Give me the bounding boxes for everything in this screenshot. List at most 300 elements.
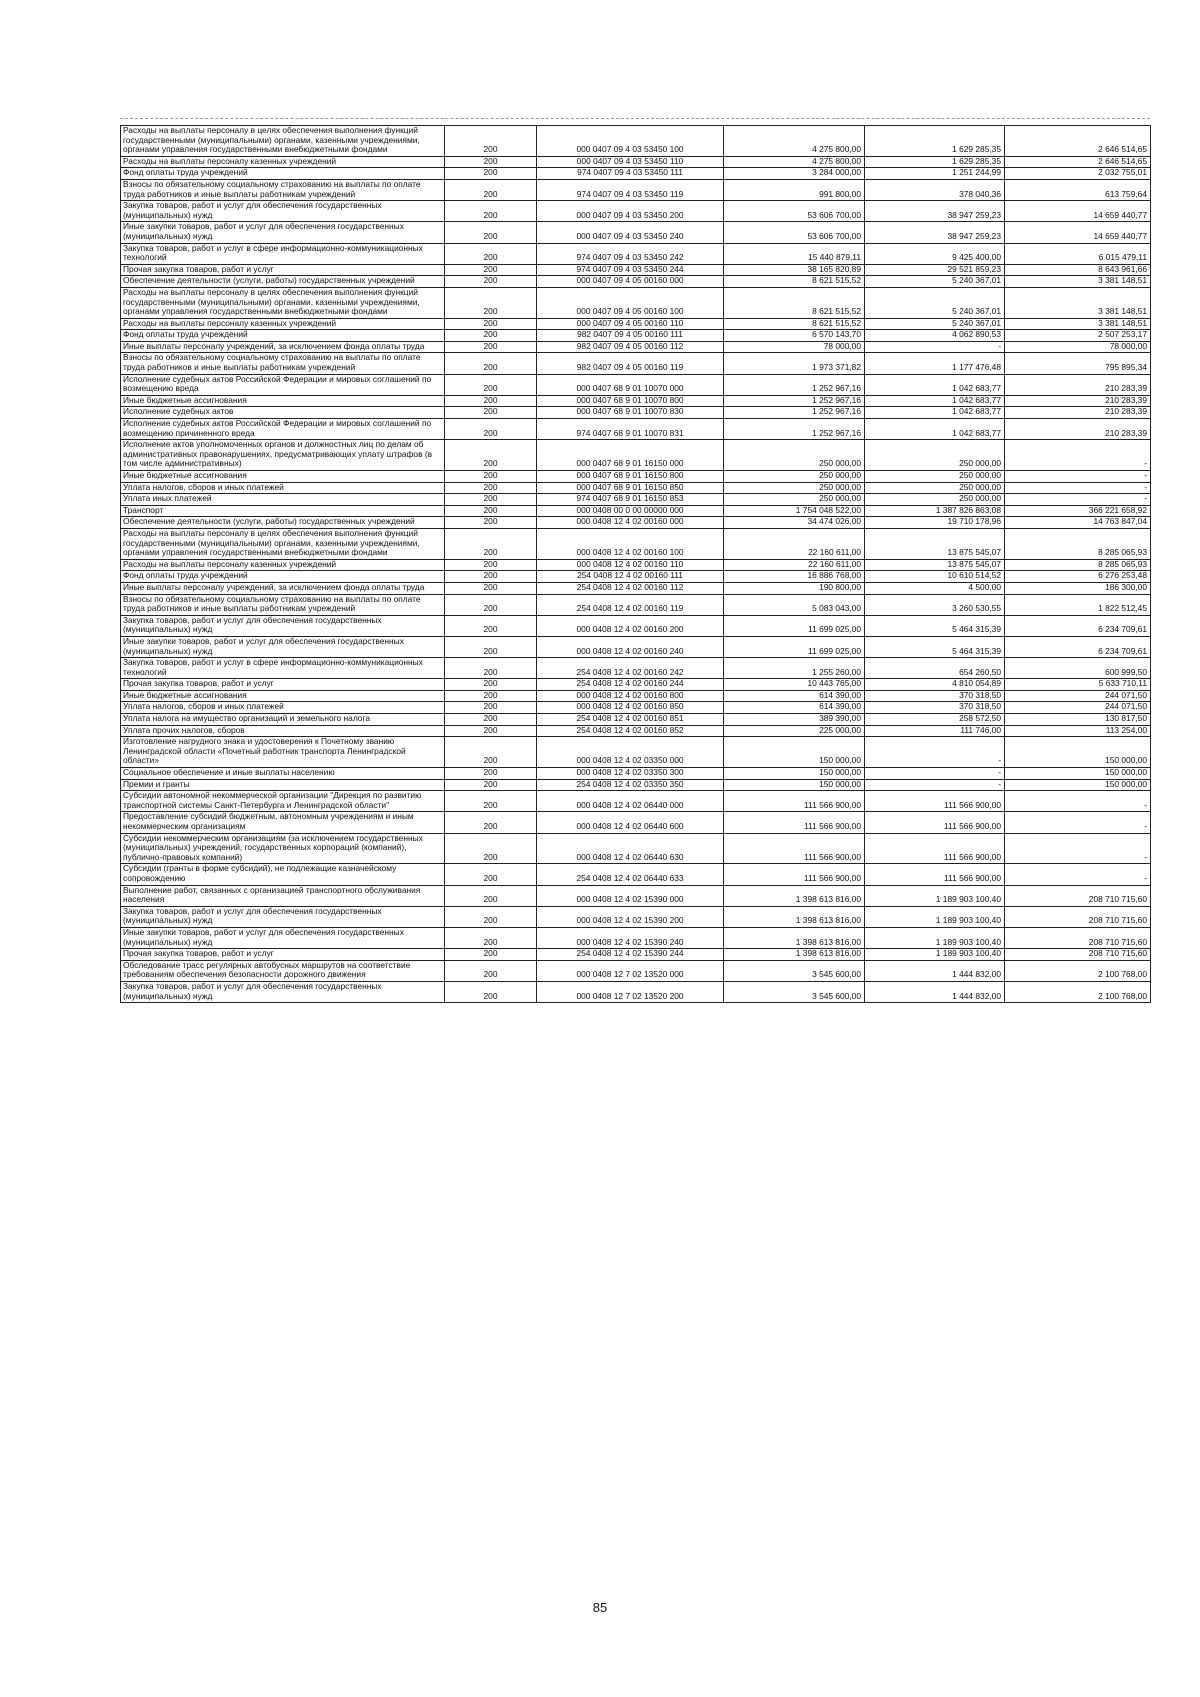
cell-cls: 254 0408 12 4 02 15390 244	[537, 949, 724, 961]
cell-code: 200	[445, 318, 537, 330]
cell-approved: 6 570 143,70	[724, 330, 865, 342]
table-row	[121, 287, 1151, 318]
cell-cls: 000 0407 68 9 01 16150 850	[537, 482, 724, 494]
cell-cls: 254 0408 12 4 02 00160 111	[537, 571, 724, 583]
table-row	[121, 960, 1151, 981]
cell-cls: 000 0407 68 9 01 16150 000	[537, 440, 724, 471]
table-row	[121, 505, 1151, 517]
cell-remaining: -	[1005, 482, 1151, 494]
cell-name: Исполнение судебных актов	[121, 407, 445, 419]
cell-executed: 5 240 367,01	[865, 276, 1005, 288]
cell-remaining: 244 071,50	[1005, 702, 1151, 714]
cell-executed: -	[865, 737, 1005, 768]
cell-code: 200	[445, 353, 537, 374]
table-row	[121, 276, 1151, 288]
cell-approved: 1 398 613 816,00	[724, 949, 865, 961]
cell-cls: 000 0407 09 4 03 53450 200	[537, 201, 724, 222]
cell-code: 200	[445, 156, 537, 168]
cell-name: Взносы по обязательному социальному страхованию на выплаты по оплате труда работников и иные выплаты работникам учреждений	[121, 353, 445, 374]
cell-name: Обеспечение деятельности (услуги, работы) государственных учреждений	[121, 276, 445, 288]
cell-name: Закупка товаров, работ и услуг для обеспечения государственных (муниципальных) нужд	[121, 981, 445, 1002]
cell-remaining: -	[1005, 494, 1151, 506]
table-row	[121, 168, 1151, 180]
cell-approved: 16 886 768,00	[724, 571, 865, 583]
cell-remaining: 210 283,39	[1005, 407, 1151, 419]
cell-code: 200	[445, 395, 537, 407]
cell-executed: 1 189 903 100,40	[865, 949, 1005, 961]
cell-approved: 53 606 700,00	[724, 222, 865, 243]
cell-code: 200	[445, 168, 537, 180]
table-row	[121, 571, 1151, 583]
table-row	[121, 179, 1151, 200]
cell-executed: 4 062 890,53	[865, 330, 1005, 342]
cell-cls: 254 0408 12 4 02 03350 350	[537, 779, 724, 791]
cell-name: Иные бюджетные ассигнования	[121, 471, 445, 483]
table-row	[121, 690, 1151, 702]
cell-name: Субсидии автономной некоммерческой организации "Дирекция по развитию транспортной системы Санкт-Петербурга и Ленинградской области"	[121, 791, 445, 812]
cell-cls: 000 0408 12 4 02 15390 200	[537, 906, 724, 927]
cell-executed: 250 000,00	[865, 482, 1005, 494]
cell-code: 200	[445, 636, 537, 657]
table-row	[121, 126, 1151, 157]
cell-approved: 111 566 900,00	[724, 812, 865, 833]
cell-executed: 10 610 514,52	[865, 571, 1005, 583]
cell-name: Фонд оплаты труда учреждений	[121, 330, 445, 342]
cell-code: 200	[445, 791, 537, 812]
cell-code: 200	[445, 505, 537, 517]
table-row	[121, 353, 1151, 374]
cell-executed: 378 040,36	[865, 179, 1005, 200]
cell-executed: 13 875 545,07	[865, 559, 1005, 571]
cell-code: 200	[445, 927, 537, 948]
cell-name: Обеспечение деятельности (услуги, работы) государственных учреждений	[121, 517, 445, 529]
cell-approved: 11 699 025,00	[724, 636, 865, 657]
cell-cls: 254 0408 12 4 02 00160 112	[537, 582, 724, 594]
table-row	[121, 201, 1151, 222]
cell-executed: 250 000,00	[865, 494, 1005, 506]
cell-approved: 111 566 900,00	[724, 791, 865, 812]
table-row	[121, 330, 1151, 342]
cell-executed: 1 189 903 100,40	[865, 885, 1005, 906]
cell-code: 200	[445, 779, 537, 791]
cell-code: 200	[445, 981, 537, 1002]
table-row	[121, 528, 1151, 559]
cell-approved: 150 000,00	[724, 768, 865, 780]
cell-approved: 111 566 900,00	[724, 833, 865, 864]
cell-remaining: 150 000,00	[1005, 768, 1151, 780]
cell-approved: 8 621 515,52	[724, 318, 865, 330]
table-row	[121, 517, 1151, 529]
cell-name: Уплата налогов, сборов и иных платежей	[121, 482, 445, 494]
table-row	[121, 768, 1151, 780]
table-row	[121, 725, 1151, 737]
table-row	[121, 714, 1151, 726]
cell-name: Закупка товаров, работ и услуг для обеспечения государственных (муниципальных) нужд	[121, 906, 445, 927]
cell-executed: 19 710 178,96	[865, 517, 1005, 529]
table-row	[121, 243, 1151, 264]
cell-remaining: 2 646 514,65	[1005, 156, 1151, 168]
cell-code: 200	[445, 702, 537, 714]
cell-approved: 1 973 371,82	[724, 353, 865, 374]
cell-approved: 5 083 043,00	[724, 594, 865, 615]
cell-cls: 254 0408 12 4 02 00160 852	[537, 725, 724, 737]
cell-code: 200	[445, 885, 537, 906]
cell-cls: 000 0408 12 4 02 15390 000	[537, 885, 724, 906]
cell-code: 200	[445, 833, 537, 864]
cell-code: 200	[445, 559, 537, 571]
cell-code: 200	[445, 690, 537, 702]
table-row	[121, 341, 1151, 353]
table-row	[121, 702, 1151, 714]
cell-remaining: 208 710 715,60	[1005, 949, 1151, 961]
cell-approved: 10 443 765,00	[724, 679, 865, 691]
table-row	[121, 395, 1151, 407]
cell-name: Транспорт	[121, 505, 445, 517]
cell-approved: 3 545 600,00	[724, 960, 865, 981]
table-row	[121, 981, 1151, 1002]
cell-executed: 1 444 832,00	[865, 981, 1005, 1002]
cell-cls: 000 0408 12 4 02 00160 100	[537, 528, 724, 559]
cell-name: Иные бюджетные ассигнования	[121, 395, 445, 407]
cell-approved: 389 390,00	[724, 714, 865, 726]
cell-code: 200	[445, 571, 537, 583]
cell-executed: 1 042 683,77	[865, 395, 1005, 407]
cell-code: 200	[445, 658, 537, 679]
cell-executed: 1 042 683,77	[865, 374, 1005, 395]
table-row	[121, 615, 1151, 636]
cell-approved: 225 000,00	[724, 725, 865, 737]
cell-code: 200	[445, 374, 537, 395]
table-row	[121, 864, 1151, 885]
cell-remaining: 186 300,00	[1005, 582, 1151, 594]
cell-remaining: 113 254,00	[1005, 725, 1151, 737]
cell-cls: 000 0407 68 9 01 10070 800	[537, 395, 724, 407]
cell-approved: 22 160 611,00	[724, 528, 865, 559]
table-row	[121, 906, 1151, 927]
cell-cls: 000 0408 00 0 00 00000 000	[537, 505, 724, 517]
cell-approved: 1 398 613 816,00	[724, 885, 865, 906]
cell-cls: 254 0408 12 4 02 06440 633	[537, 864, 724, 885]
cell-approved: 11 699 025,00	[724, 615, 865, 636]
cell-remaining: 14 659 440,77	[1005, 201, 1151, 222]
cell-approved: 111 566 900,00	[724, 864, 865, 885]
cell-approved: 1 754 048 522,00	[724, 505, 865, 517]
cell-code: 200	[445, 517, 537, 529]
cell-name: Исполнение актов уполномоченных органов и должностных лиц по делам об административных правонарушениях, предусматривающих уплату штрафов (в том числе административных)	[121, 440, 445, 471]
cell-executed: 370 318,50	[865, 702, 1005, 714]
cell-executed: 654 260,50	[865, 658, 1005, 679]
cell-name: Обследование трасс регулярных автобусных маршрутов на соответствие требованиям обеспечения безопасности дорожного движения	[121, 960, 445, 981]
cell-approved: 38 165 820,89	[724, 264, 865, 276]
cell-executed: 5 464 315,39	[865, 636, 1005, 657]
cell-cls: 974 0407 68 9 01 16150 853	[537, 494, 724, 506]
table-row	[121, 949, 1151, 961]
cell-executed: 1 042 683,77	[865, 419, 1005, 440]
cell-name: Премии и гранты	[121, 779, 445, 791]
cell-cls: 982 0407 09 4 05 00160 111	[537, 330, 724, 342]
cell-name: Уплата иных платежей	[121, 494, 445, 506]
cell-name: Расходы на выплаты персоналу в целях обеспечения выполнения функций государственными (муниципальными) органами, казенными учреждениями, органами управления государственными внебюджетными фондами	[121, 126, 445, 157]
cell-remaining: 2 100 768,00	[1005, 981, 1151, 1002]
table-row	[121, 156, 1151, 168]
cell-cls: 254 0408 12 4 02 00160 244	[537, 679, 724, 691]
cell-remaining: 613 759,64	[1005, 179, 1151, 200]
cell-remaining: 2 032 755,01	[1005, 168, 1151, 180]
cell-name: Закупка товаров, работ и услуг для обеспечения государственных (муниципальных) нужд	[121, 201, 445, 222]
table-row	[121, 791, 1151, 812]
cell-approved: 250 000,00	[724, 482, 865, 494]
cell-executed: 111 566 900,00	[865, 791, 1005, 812]
cell-cls: 000 0408 12 4 02 00160 110	[537, 559, 724, 571]
table-row	[121, 494, 1151, 506]
table-row	[121, 636, 1151, 657]
cell-cls: 000 0408 12 4 02 03350 300	[537, 768, 724, 780]
cell-cls: 000 0408 12 4 02 06440 000	[537, 791, 724, 812]
cell-remaining: 150 000,00	[1005, 737, 1151, 768]
cell-name: Закупка товаров, работ и услуг для обеспечения государственных (муниципальных) нужд	[121, 615, 445, 636]
budget-execution-table	[120, 125, 1151, 1003]
cell-name: Иные бюджетные ассигнования	[121, 690, 445, 702]
cell-name: Расходы на выплаты персоналу казенных учреждений	[121, 559, 445, 571]
cell-executed: 1 177 476,48	[865, 353, 1005, 374]
cell-remaining: 2 507 253,17	[1005, 330, 1151, 342]
cell-approved: 1 252 967,16	[724, 374, 865, 395]
table-row	[121, 812, 1151, 833]
cell-remaining: 2 100 768,00	[1005, 960, 1151, 981]
cell-cls: 000 0407 09 4 05 00160 000	[537, 276, 724, 288]
cell-approved: 1 255 260,00	[724, 658, 865, 679]
cell-cls: 254 0408 12 4 02 00160 851	[537, 714, 724, 726]
cell-approved: 53 606 700,00	[724, 201, 865, 222]
table-row	[121, 264, 1151, 276]
cell-name: Выполнение работ, связанных с организацией транспортного обслуживания населения	[121, 885, 445, 906]
cell-name: Фонд оплаты труда учреждений	[121, 571, 445, 583]
cell-name: Субсидии некоммерческим организациям (за исключением государственных (муниципальных) учреждений, государственных корпораций (компаний), публично-правовых компаний)	[121, 833, 445, 864]
cell-cls: 000 0408 12 4 02 03350 000	[537, 737, 724, 768]
cell-cls: 000 0408 12 4 02 00160 240	[537, 636, 724, 657]
table-row	[121, 374, 1151, 395]
cell-remaining: 8 285 065,93	[1005, 528, 1151, 559]
cell-remaining: 244 071,50	[1005, 690, 1151, 702]
cell-cls: 254 0408 12 4 02 00160 119	[537, 594, 724, 615]
table-row	[121, 779, 1151, 791]
cell-remaining: 3 381 148,51	[1005, 287, 1151, 318]
cell-approved: 1 252 967,16	[724, 407, 865, 419]
cell-executed: 5 464 315,39	[865, 615, 1005, 636]
cell-executed: 1 629 285,35	[865, 126, 1005, 157]
cell-cls: 000 0408 12 4 02 00160 850	[537, 702, 724, 714]
cell-executed: 1 444 832,00	[865, 960, 1005, 981]
cell-cls: 974 0407 09 4 03 53450 244	[537, 264, 724, 276]
cell-approved: 78 000,00	[724, 341, 865, 353]
table-row	[121, 658, 1151, 679]
page-number: 85	[592, 1600, 608, 1615]
cell-approved: 3 545 600,00	[724, 981, 865, 1002]
cell-remaining: -	[1005, 471, 1151, 483]
cell-name: Иные выплаты персоналу учреждений, за исключением фонда оплаты труда	[121, 582, 445, 594]
cell-approved: 15 440 879,11	[724, 243, 865, 264]
cell-approved: 34 474 026,00	[724, 517, 865, 529]
cell-remaining: -	[1005, 864, 1151, 885]
cell-name: Закупка товаров, работ и услуг в сфере информационно-коммуникационных технологий	[121, 658, 445, 679]
cell-executed: 111 566 900,00	[865, 833, 1005, 864]
cell-executed: 1 042 683,77	[865, 407, 1005, 419]
cell-remaining: 600 999,50	[1005, 658, 1151, 679]
cell-code: 200	[445, 407, 537, 419]
table-row	[121, 885, 1151, 906]
cell-cls: 974 0407 68 9 01 10070 831	[537, 419, 724, 440]
cell-cls: 982 0407 09 4 05 00160 112	[537, 341, 724, 353]
table-row	[121, 559, 1151, 571]
cell-cls: 000 0408 12 4 02 06440 630	[537, 833, 724, 864]
table-row	[121, 582, 1151, 594]
cell-remaining: 150 000,00	[1005, 779, 1151, 791]
cell-code: 200	[445, 222, 537, 243]
cell-code: 200	[445, 594, 537, 615]
table-row	[121, 222, 1151, 243]
cell-executed: 4 810 054,89	[865, 679, 1005, 691]
cell-executed: 4 500,00	[865, 582, 1005, 594]
cell-name: Расходы на выплаты персоналу казенных учреждений	[121, 318, 445, 330]
cell-executed: 1 189 903 100,40	[865, 927, 1005, 948]
cell-approved: 991 800,00	[724, 179, 865, 200]
cell-name: Прочая закупка товаров, работ и услуг	[121, 264, 445, 276]
cell-cls: 000 0408 12 4 02 00160 200	[537, 615, 724, 636]
cell-code: 200	[445, 201, 537, 222]
cell-cls: 000 0407 09 4 03 53450 110	[537, 156, 724, 168]
cell-name: Предоставление субсидий бюджетным, автономным учреждениям и иным некоммерческим организациям	[121, 812, 445, 833]
cell-name: Расходы на выплаты персоналу в целях обеспечения выполнения функций государственными (муниципальными) органами, казенными учреждениями, органами управления государственными внебюджетными фондами	[121, 528, 445, 559]
cell-remaining: 130 817,50	[1005, 714, 1151, 726]
cell-code: 200	[445, 276, 537, 288]
cell-name: Уплата налога на имущество организаций и земельного налога	[121, 714, 445, 726]
cell-approved: 3 284 000,00	[724, 168, 865, 180]
cell-code: 200	[445, 906, 537, 927]
cell-approved: 614 390,00	[724, 702, 865, 714]
cell-cls: 974 0407 09 4 03 53450 119	[537, 179, 724, 200]
cell-remaining: 6 015 479,11	[1005, 243, 1151, 264]
cell-remaining: 6 276 253,48	[1005, 571, 1151, 583]
cell-code: 200	[445, 494, 537, 506]
cell-executed: 250 000,00	[865, 471, 1005, 483]
cell-cls: 000 0407 68 9 01 10070 000	[537, 374, 724, 395]
cell-name: Уплата прочих налогов, сборов	[121, 725, 445, 737]
cell-approved: 190 800,00	[724, 582, 865, 594]
cell-remaining: 8 643 961,66	[1005, 264, 1151, 276]
table-row	[121, 737, 1151, 768]
cell-executed: 13 875 545,07	[865, 528, 1005, 559]
cell-name: Иные выплаты персоналу учреждений, за исключением фонда оплаты труда	[121, 341, 445, 353]
cell-cls: 982 0407 09 4 05 00160 119	[537, 353, 724, 374]
cell-remaining: 3 381 148,51	[1005, 318, 1151, 330]
cell-executed: 1 251 244,99	[865, 168, 1005, 180]
cell-approved: 4 275 800,00	[724, 126, 865, 157]
cell-remaining: -	[1005, 812, 1151, 833]
cell-code: 200	[445, 725, 537, 737]
cell-cls: 000 0408 12 4 02 06440 600	[537, 812, 724, 833]
cell-name: Расходы на выплаты персоналу казенных учреждений	[121, 156, 445, 168]
cell-approved: 8 621 515,52	[724, 276, 865, 288]
cell-remaining: 208 710 715,60	[1005, 927, 1151, 948]
cell-approved: 8 621 515,52	[724, 287, 865, 318]
top-rule	[120, 118, 1150, 119]
cell-remaining: 6 234 709,61	[1005, 636, 1151, 657]
cell-executed: -	[865, 341, 1005, 353]
cell-code: 200	[445, 330, 537, 342]
cell-remaining: 208 710 715,60	[1005, 885, 1151, 906]
cell-executed: 1 387 826 863,08	[865, 505, 1005, 517]
cell-executed: 5 240 367,01	[865, 318, 1005, 330]
cell-code: 200	[445, 949, 537, 961]
cell-remaining: 78 000,00	[1005, 341, 1151, 353]
cell-approved: 1 398 613 816,00	[724, 927, 865, 948]
cell-code: 200	[445, 768, 537, 780]
cell-approved: 250 000,00	[724, 471, 865, 483]
cell-code: 200	[445, 179, 537, 200]
table-row	[121, 440, 1151, 471]
cell-remaining: 795 895,34	[1005, 353, 1151, 374]
cell-remaining: 210 283,39	[1005, 374, 1151, 395]
cell-cls: 000 0408 12 7 02 13520 200	[537, 981, 724, 1002]
cell-remaining: 6 234 709,61	[1005, 615, 1151, 636]
cell-approved: 150 000,00	[724, 779, 865, 791]
cell-executed: 111 746,00	[865, 725, 1005, 737]
table-row	[121, 833, 1151, 864]
cell-cls: 000 0408 12 4 02 15390 240	[537, 927, 724, 948]
cell-remaining: 366 221 658,92	[1005, 505, 1151, 517]
cell-remaining: 210 283,39	[1005, 395, 1151, 407]
cell-code: 200	[445, 528, 537, 559]
cell-executed: 370 318,50	[865, 690, 1005, 702]
cell-remaining: -	[1005, 791, 1151, 812]
cell-cls: 000 0407 09 4 05 00160 110	[537, 318, 724, 330]
cell-executed: 250 000,00	[865, 440, 1005, 471]
cell-executed: 3 260 530,55	[865, 594, 1005, 615]
cell-cls: 000 0407 68 9 01 16150 800	[537, 471, 724, 483]
cell-approved: 1 398 613 816,00	[724, 906, 865, 927]
table-row	[121, 471, 1151, 483]
cell-code: 200	[445, 264, 537, 276]
cell-name: Социальное обеспечение и иные выплаты населению	[121, 768, 445, 780]
table-row	[121, 482, 1151, 494]
cell-remaining: 14 659 440,77	[1005, 222, 1151, 243]
cell-name: Взносы по обязательному социальному страхованию на выплаты по оплате труда работников и иные выплаты работникам учреждений	[121, 179, 445, 200]
table-row	[121, 679, 1151, 691]
table-row	[121, 594, 1151, 615]
cell-remaining: 5 633 710,11	[1005, 679, 1151, 691]
cell-approved: 250 000,00	[724, 494, 865, 506]
cell-cls: 000 0407 68 9 01 10070 830	[537, 407, 724, 419]
cell-executed: 38 947 259,23	[865, 201, 1005, 222]
cell-code: 200	[445, 126, 537, 157]
cell-name: Прочая закупка товаров, работ и услуг	[121, 679, 445, 691]
cell-name: Фонд оплаты труда учреждений	[121, 168, 445, 180]
cell-executed: 111 566 900,00	[865, 812, 1005, 833]
cell-name: Исполнение судебных актов Российской Федерации и мировых соглашений по возмещению причиненного вреда	[121, 419, 445, 440]
cell-code: 200	[445, 341, 537, 353]
cell-name: Иные закупки товаров, работ и услуг для обеспечения государственных (муниципальных) нужд	[121, 927, 445, 948]
cell-name: Расходы на выплаты персоналу в целях обеспечения выполнения функций государственными (муниципальными) органами, казенными учреждениями, органами управления государственными внебюджетными фондами	[121, 287, 445, 318]
cell-remaining: 208 710 715,60	[1005, 906, 1151, 927]
cell-cls: 254 0408 12 4 02 00160 242	[537, 658, 724, 679]
cell-cls: 000 0407 09 4 03 53450 100	[537, 126, 724, 157]
cell-approved: 614 390,00	[724, 690, 865, 702]
cell-cls: 000 0408 12 4 02 00160 000	[537, 517, 724, 529]
cell-cls: 000 0408 12 4 02 00160 800	[537, 690, 724, 702]
cell-approved: 150 000,00	[724, 737, 865, 768]
cell-executed: 29 521 859,23	[865, 264, 1005, 276]
cell-code: 200	[445, 737, 537, 768]
